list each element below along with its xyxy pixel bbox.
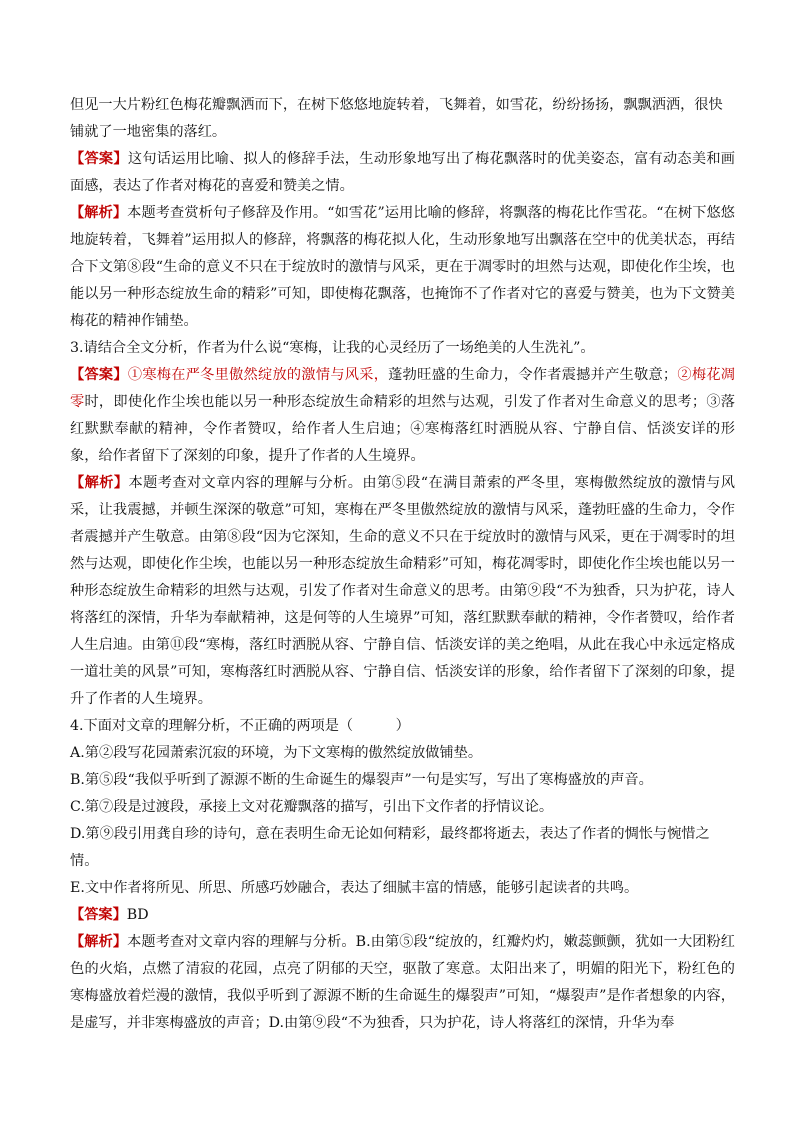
answer-label: 【答案】 — [70, 907, 127, 923]
q4-option-b: B.第⑤段“我似乎听到了源源不断的生命诞生的爆裂声”一句是实写，写出了寒梅盛放的声音。 — [70, 772, 653, 788]
q3-answer-red-2: ②梅花凋零 — [70, 367, 735, 410]
q3-answer-red-1: ①寒梅在严冬里傲然绽放的激情与风采， — [127, 367, 389, 383]
analysis-label: 【解析】 — [70, 475, 129, 491]
q2-analysis — [70, 200, 735, 335]
q4-option-a: A.第②段写花园萧索沉寂的环境，为下文寒梅的傲然绽放做铺垫。 — [70, 745, 483, 761]
q4-question: 4.下面对文章的理解分析，不正确的两项是（ ） — [70, 718, 410, 734]
q4-analysis-text: 本题考查对文章内容的理解与分析。B.由第⑤段“绽放的，红瓣灼灼，嫩蕊颤颤，犹如一大团粉红色的火焰，点燃了清寂的花园，点亮了阴郁的天空，驱散了寒意。太阳出来了，明媚的阳光下，粉红色的寒梅盛放着烂漫的激情，我似乎听到了源源不断的生命诞生的爆裂声”可知，“爆裂声”是作者想象的内容，是虚写，并非寒梅盛放的声音；D.由第⑨段“不为独香，只为护花，诗人将落红的深情，升华为奉 — [70, 934, 735, 1031]
q3-analysis — [70, 470, 735, 713]
q3-question: 3.请结合全文分析，作者为什么说“寒梅，让我的心灵经历了一场绝美的人生洗礼”。 — [70, 340, 595, 356]
q3-answer-black-2: 时，即使化作尘埃也能以另一种形态绽放生命精彩的坦然与达观，引发了作者对生命意义的思考；③落红默默奉献的精神，令作者赞叹，给作者人生启迪；④寒梅落红时洒脱从容、宁静自信、恬淡安详的形象，给作者留下了深刻的印象，提升了作者的人生境界。 — [70, 394, 735, 464]
intro-line-2: 铺就了一地密集的落红。 — [70, 124, 227, 140]
intro-paragraph — [70, 92, 735, 146]
analysis-label: 【解析】 — [70, 205, 128, 221]
q3-analysis-text: 本题考查对文章内容的理解与分析。由第⑤段“在满目萧索的严冬里，寒梅傲然绽放的激情与风采，让我震撼，并顿生深深的敬意”可知，寒梅在严冬里傲然绽放的激情与风采，蓬勃旺盛的生命力，令作者震撼并产生敬意。由第⑧段“因为它深知，生命的意义不只在于绽放时的激情与风采，更在于凋零时的坦然与达观，即使化作尘埃，也能以另一种形态绽放生命精彩”可知，梅花凋零时，即使化作尘埃也能以另一种形态绽放生命精彩的坦然与达观，引发了作者对生命意义的思考。由第⑨段“不为独香，只为护花，诗人将落红的深情，升华为奉献精神，这是何等的人生境界”可知，落红默默奉献的精神，令作者赞叹，给作者人生启迪。由第⑪段“寒梅，落红时洒脱从容、宁静自信、恬淡安详的美之绝唱，从此在我心中永远定格成一道壮美的风景”可知，寒梅落红时洒脱从容、宁静自信、恬淡安详的形象，给作者留下了深刻的印象，提升了作者的人生境界。 — [70, 475, 735, 707]
q3-answer-black-1: 蓬勃旺盛的生命力，令作者震撼并产生敬意； — [388, 367, 678, 383]
q4-option-c: C.第⑦段是过渡段，承接上文对花瓣飘落的描写，引出下文作者的抒情议论。 — [70, 799, 554, 815]
analysis-label: 【解析】 — [70, 934, 128, 950]
q4-answer — [70, 902, 735, 929]
answer-label: 【答案】 — [70, 367, 128, 383]
q3-answer — [70, 362, 735, 470]
document-page — [70, 92, 735, 1037]
q2-analysis-text: 本题考查赏析句子修辞及作用。“如雪花”运用比喻的修辞，将飘落的梅花比作雪花。“在树下悠悠地旋转着，飞舞着”运用拟人的修辞，将飘落的梅花拟人化，生动形象地写出飘落在空中的优美状态，再结合下文第⑧段“生命的意义不只在于绽放时的激情与风采，更在于凋零时的坦然与达观，即使化作尘埃，也能以另一种形态绽放生命的精彩”可知，即使梅花飘落，也掩饰不了作者对它的喜爱与赞美，也为下文赞美梅花的精神作铺垫。 — [70, 205, 735, 329]
intro-line-1: 但见一大片粉红色梅花瓣飘洒而下，在树下悠悠地旋转着，飞舞着，如雪花，纷纷扬扬，飘飘洒洒，很快 — [70, 97, 723, 113]
q4-option-e: E.文中作者将所见、所思、所感巧妙融合，表达了细腻丰富的情感，能够引起读者的共鸣。 — [70, 880, 639, 896]
answer-label: 【答案】 — [70, 151, 128, 167]
q2-answer-text: 这句话运用比喻、拟人的修辞手法，生动形象地写出了梅花飘落时的优美姿态，富有动态美和画面感，表达了作者对梅花的喜爱和赞美之情。 — [70, 151, 735, 194]
q4-option-d: D.第⑨段引用龚自珍的诗句，意在表明生命无论如何精彩，最终都将逝去，表达了作者的惆怅与惋惜之情。 — [70, 826, 710, 869]
q4-analysis — [70, 929, 735, 1037]
q4-answer-text: BD — [126, 907, 149, 923]
q2-answer — [70, 146, 735, 200]
